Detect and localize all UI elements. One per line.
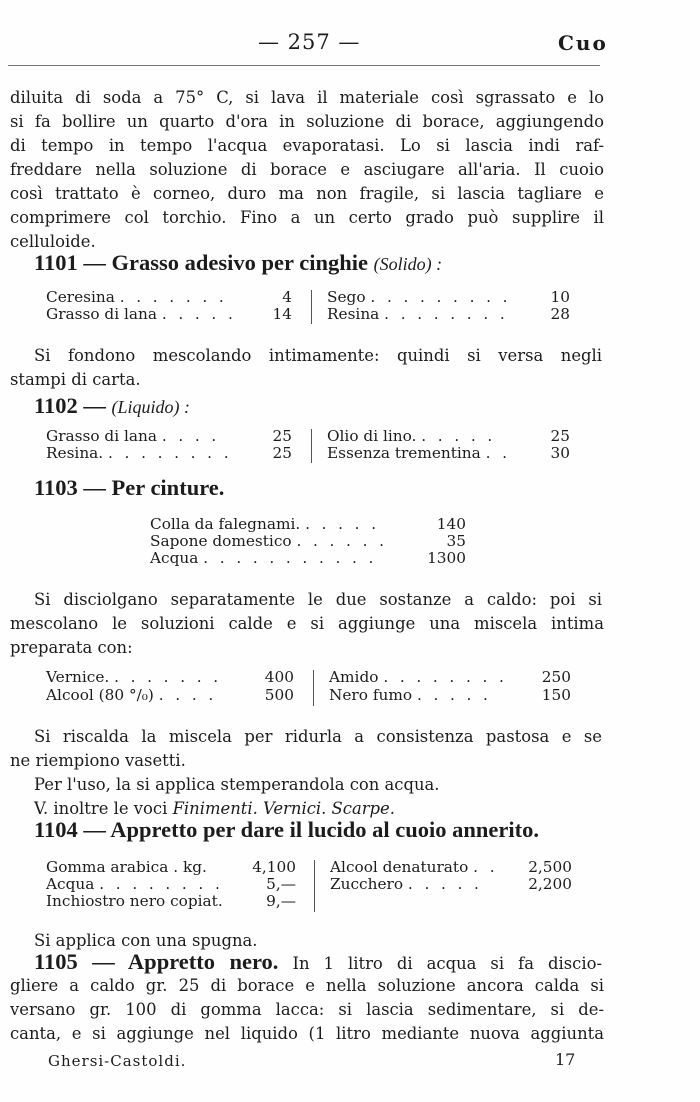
recipe-text: Si applica con una spugna.: [34, 931, 258, 950]
ingredient-qty: 25: [272, 427, 292, 445]
ingredient-row: Ceresina . . . . . . .: [46, 288, 228, 306]
recipe-text: mescolano le soluzioni calde e si aggiunge una miscela intima: [10, 614, 604, 633]
ingredient-row: Acqua . . . . . . . .: [46, 875, 224, 893]
ingredient-qty: 250: [541, 668, 571, 686]
recipe-heading-1104: 1104 — Appretto per dare il lucido al cuoio annerito.: [34, 817, 540, 842]
ingredient-row: Alcool (80 °/₀) . . . .: [46, 686, 217, 704]
printer-signature-number: 17: [555, 1050, 576, 1069]
ingredient-qty: 25: [550, 427, 570, 445]
recipe-text: canta, e si aggiunge nel liquido (1 litro mediante nuova aggiunta: [10, 1024, 604, 1043]
ingredient-row: Essenza trementina . .: [327, 444, 511, 462]
ingredient-row: Nero fumo . . . . .: [329, 686, 492, 704]
ingredient-qty: 14: [272, 305, 292, 323]
recipe-heading-1103: 1103 — Per cinture.: [34, 475, 225, 500]
ingredient-row: Grasso di lana . . . . .: [46, 305, 237, 323]
ingredient-row: Colla da falegnami. . . . . .: [150, 515, 380, 533]
ingredient-qty: 28: [550, 305, 570, 323]
recipe-text: gliere a caldo gr. 25 di borace e nella soluzione ancora calda si: [10, 976, 604, 995]
ingredient-qty: 10: [550, 288, 570, 306]
ingredient-qty: 400: [264, 668, 294, 686]
ingredient-row: Sapone domestico . . . . . .: [150, 532, 388, 550]
ingredient-row: Sego . . . . . . . . .: [327, 288, 511, 306]
ingredient-qty: 2,200: [528, 875, 572, 893]
recipe-text: Si disciolgano separatamente le due sostanze a caldo: poi si: [34, 590, 602, 609]
printer-signature-author: Ghersi-Castoldi.: [48, 1052, 187, 1070]
intro-line: freddare nella soluzione di borace e asciugare all'aria. Il cuoio: [10, 160, 604, 179]
ingredient-row: Alcool denaturato . .: [330, 858, 498, 876]
recipe-heading-1101: 1101 — Grasso adesivo per cinghie (Solido) :: [34, 250, 443, 275]
ingredient-qty: 4,100: [252, 858, 296, 876]
column-divider: [313, 670, 314, 706]
intro-line: si fa bollire un quarto d'ora in soluzione di borace, aggiungendo: [10, 112, 604, 131]
recipe-text: Si fondono mescolando intimamente: quindi si versa negli: [34, 346, 602, 365]
ingredient-row: Olio di lino. . . . . .: [327, 427, 496, 445]
ingredient-qty: 30: [550, 444, 570, 462]
column-divider: [311, 290, 312, 324]
recipe-heading-1102: 1102 — (Liquido) :: [34, 393, 191, 418]
ingredient-row: Resina . . . . . . . .: [327, 305, 509, 323]
ingredient-row: Zucchero . . . . .: [330, 875, 483, 893]
running-title: Cuo: [558, 31, 608, 55]
recipe-text: stampi di carta.: [10, 370, 141, 389]
ingredient-qty: 1300: [427, 549, 466, 567]
recipe-text: ne riempiono vasetti.: [10, 751, 186, 770]
column-divider: [314, 860, 315, 912]
page-number: — 257 —: [258, 30, 361, 54]
intro-line: diluita di soda a 75° C, si lava il materiale così sgrassato e lo: [10, 88, 604, 107]
ingredient-row: Grasso di lana . . . .: [46, 427, 220, 445]
ingredient-row: Amido . . . . . . . .: [329, 668, 508, 686]
ingredient-row: Inchiostro nero copiat.: [46, 892, 223, 910]
ingredient-qty: 2,500: [528, 858, 572, 876]
ingredient-qty: 4: [282, 288, 292, 306]
ingredient-qty: 35: [446, 532, 466, 550]
ingredient-row: Vernice. . . . . . . .: [46, 668, 222, 686]
header-rule: [8, 65, 600, 66]
ingredient-row: Gomma arabica . kg.: [46, 858, 207, 876]
intro-line: di tempo in tempo l'acqua evaporatasi. Lo si lascia indi raf-: [10, 136, 604, 155]
ingredient-qty: 500: [264, 686, 294, 704]
ingredient-qty: 5,—: [266, 875, 296, 893]
intro-line: così trattato è corneo, duro ma non fragile, si lascia tagliare e: [10, 184, 604, 203]
ingredient-qty: 25: [272, 444, 292, 462]
see-also: V. inoltre le voci Finimenti. Vernici. Scarpe.: [34, 799, 395, 818]
ingredient-qty: 140: [436, 515, 466, 533]
ingredient-row: Resina. . . . . . . . .: [46, 444, 232, 462]
ingredient-row: Acqua . . . . . . . . . . .: [150, 549, 377, 567]
recipe-text: preparata con:: [10, 638, 133, 657]
recipe-heading-1105: 1105 — Appretto nero.: [34, 949, 279, 974]
ingredient-qty: 150: [541, 686, 571, 704]
ingredient-qty: 9,—: [266, 892, 296, 910]
intro-line: celluloide.: [10, 232, 96, 251]
intro-line: comprimere col torchio. Fino a un certo grado può supplire il: [10, 208, 604, 227]
recipe-1105-first-line: 1105 — Appretto nero. In 1 litro di acqua si fa disciо-: [34, 949, 602, 974]
recipe-text: versano gr. 100 di gomma lacca: si lascia sedimentare, si de-: [10, 1000, 604, 1019]
column-divider: [311, 429, 312, 463]
recipe-text: Per l'uso, la si applica stemperandola con acqua.: [34, 775, 440, 794]
recipe-text: Si riscalda la miscela per ridurla a consistenza pastosa e se: [34, 727, 602, 746]
